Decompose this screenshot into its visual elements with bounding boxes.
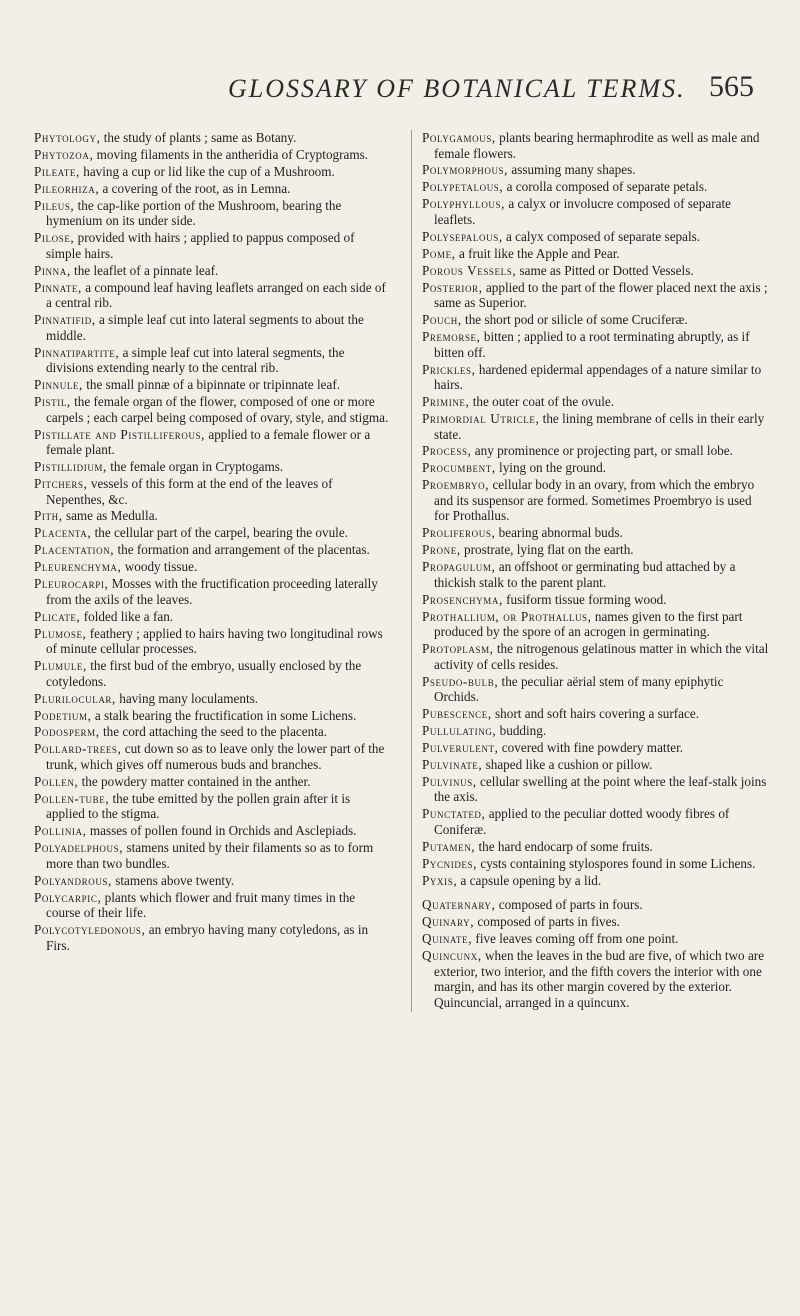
glossary-definition: the outer coat of the ovule. bbox=[472, 394, 615, 410]
glossary-term: Plicate, bbox=[34, 608, 81, 624]
glossary-term: Prickles, bbox=[422, 361, 476, 377]
glossary-definition: covered with fine powdery matter. bbox=[501, 740, 684, 755]
glossary-term: Plurilocular, bbox=[34, 690, 116, 706]
glossary-term: Prothallium, or Prothallus, bbox=[422, 608, 592, 624]
glossary-definition: the small pinnæ of a bipinnate or tripinnate leaf. bbox=[86, 377, 341, 393]
glossary-entry bbox=[422, 914, 770, 930]
glossary-entry bbox=[422, 706, 770, 722]
glossary-definition: plants which flower and fruit many times in the course of their life. bbox=[46, 889, 356, 921]
glossary-entry bbox=[34, 312, 390, 343]
glossary-definition: a simple leaf cut into lateral segments to about the middle. bbox=[46, 312, 364, 343]
glossary-entry bbox=[422, 931, 770, 947]
glossary-term: Posterior, bbox=[422, 279, 483, 295]
glossary-definition: a fruit like the Apple and Pear. bbox=[458, 245, 620, 261]
page-number: 565 bbox=[709, 70, 754, 103]
glossary-definition: the lining membrane of cells in their early state. bbox=[434, 410, 765, 442]
glossary-definition: an embryo having many cotyledons, as in Firs. bbox=[46, 922, 369, 953]
glossary-entry bbox=[34, 508, 390, 524]
glossary-entry bbox=[422, 559, 770, 590]
glossary-columns bbox=[34, 130, 770, 1012]
glossary-term: Phytology, bbox=[34, 130, 101, 145]
glossary-entry bbox=[422, 329, 770, 360]
glossary-term: Plumule, bbox=[34, 658, 87, 674]
glossary-term: Pollinia, bbox=[34, 823, 87, 839]
glossary-entry bbox=[422, 362, 770, 393]
left-column bbox=[34, 130, 390, 1012]
glossary-definition: the tube emitted by the pollen grain after it is applied to the stigma. bbox=[46, 790, 351, 822]
glossary-term: Quinate, bbox=[422, 931, 473, 947]
glossary-term: Quinary, bbox=[422, 914, 475, 930]
glossary-definition: prostrate, lying flat on the earth. bbox=[464, 542, 634, 558]
glossary-entry bbox=[422, 740, 770, 756]
glossary-term: Punctated, bbox=[422, 806, 486, 822]
glossary-term: Premorse, bbox=[422, 329, 481, 345]
glossary-term: Prosenchyma, bbox=[422, 591, 503, 607]
glossary-definition: shaped like a cushion or pillow. bbox=[485, 756, 653, 772]
glossary-entry bbox=[34, 791, 390, 822]
glossary-entry bbox=[422, 641, 770, 672]
glossary-definition: the female organ in Cryptogams. bbox=[110, 459, 284, 475]
glossary-definition: moving filaments in the antheridia of Cryptograms. bbox=[96, 146, 369, 162]
glossary-entry bbox=[34, 559, 390, 575]
glossary-definition: masses of pollen found in Orchids and Asclepiads. bbox=[89, 823, 357, 839]
glossary-term: Plumose, bbox=[34, 625, 87, 641]
glossary-entry bbox=[422, 592, 770, 608]
glossary-term: Porous Vessels, bbox=[422, 262, 517, 278]
glossary-entry bbox=[34, 741, 390, 772]
glossary-definition: composed of parts in fours. bbox=[498, 897, 643, 913]
glossary-term: Polyandrous, bbox=[34, 872, 112, 888]
glossary-entry bbox=[422, 897, 770, 913]
glossary-term: Protoplasm, bbox=[422, 641, 494, 657]
glossary-entry bbox=[34, 345, 390, 376]
glossary-definition: feathery ; applied to hairs having two longitudinal rows of minute cellular processes. bbox=[46, 625, 383, 657]
glossary-definition: cellular body in an ovary, from which the embryo and its suspensor are formed. Sometimes Proembryo is used for Prothallus. bbox=[434, 477, 755, 524]
glossary-entry bbox=[422, 246, 770, 262]
glossary-definition: the first bud of the embryo, usually enclosed by the cotyledons. bbox=[46, 658, 362, 689]
glossary-term: Pinnatifid, bbox=[34, 312, 96, 328]
glossary-entry bbox=[422, 674, 770, 705]
glossary-term: Pinnule, bbox=[34, 377, 83, 393]
glossary-term: Pouch, bbox=[422, 312, 462, 328]
glossary-entry bbox=[422, 263, 770, 279]
glossary-definition: names given to the first part produced by the spore of an acrogen in germinating. bbox=[434, 608, 743, 640]
glossary-term: Prone, bbox=[422, 542, 461, 558]
glossary-term: Placentation, bbox=[34, 542, 115, 558]
glossary-entry bbox=[34, 459, 390, 475]
glossary-entry bbox=[34, 691, 390, 707]
glossary-definition: same as Medulla. bbox=[65, 508, 158, 524]
glossary-definition: applied to the part of the flower placed next the axis ; same as Superior. bbox=[434, 279, 768, 311]
glossary-term: Pseudo-bulb, bbox=[422, 673, 499, 689]
glossary-term: Quaternary, bbox=[422, 897, 496, 913]
glossary-definition: a corolla composed of separate petals. bbox=[506, 179, 708, 195]
glossary-definition: the formation and arrangement of the placentas. bbox=[117, 542, 370, 558]
glossary-definition: bearing abnormal buds. bbox=[498, 525, 623, 541]
glossary-definition: applied to a female flower or a female plant. bbox=[46, 426, 371, 458]
glossary-definition: hardened epidermal appendages of a nature similar to hairs. bbox=[434, 361, 762, 393]
glossary-entry bbox=[422, 542, 770, 558]
glossary-entry bbox=[422, 229, 770, 245]
glossary-definition: a stalk bearing the fructification in some Lichens. bbox=[94, 707, 357, 723]
glossary-entry bbox=[422, 839, 770, 855]
glossary-definition: folded like a fan. bbox=[83, 608, 174, 624]
glossary-definition: a simple leaf cut into lateral segments, the divisions extending nearly to the central rib. bbox=[46, 344, 345, 376]
glossary-definition: cellular swelling at the point where the leaf-stalk joins the axis. bbox=[434, 773, 767, 805]
glossary-definition: an offshoot or germinating bud attached by a thickish stalk to the parent plant. bbox=[434, 559, 736, 590]
glossary-entry bbox=[34, 394, 390, 425]
glossary-term: Pileate, bbox=[34, 163, 80, 179]
glossary-definition: cut down so as to leave only the lower part of the trunk, which gives off numerous buds and branches. bbox=[46, 741, 385, 772]
glossary-definition: the cord attaching the seed to the placenta. bbox=[102, 724, 328, 740]
glossary-definition: plants bearing hermaphrodite as well as male and female flowers. bbox=[434, 130, 760, 161]
glossary-definition: the peculiar aërial stem of many epiphytic Orchids. bbox=[434, 673, 724, 705]
glossary-entry bbox=[422, 196, 770, 227]
glossary-term: Pilose, bbox=[34, 230, 75, 246]
glossary-definition: Mosses with the fructification proceeding laterally from the axils of the leaves. bbox=[46, 576, 378, 607]
glossary-definition: short and soft hairs covering a surface. bbox=[495, 706, 700, 722]
glossary-entry bbox=[34, 890, 390, 921]
glossary-definition: a covering of the root, as in Lemna. bbox=[102, 180, 291, 196]
glossary-entry bbox=[422, 609, 770, 640]
glossary-term: Pith, bbox=[34, 508, 63, 524]
glossary-definition: fusiform tissue forming wood. bbox=[506, 591, 667, 607]
glossary-definition: provided with hairs ; applied to pappus composed of simple hairs. bbox=[46, 230, 355, 261]
glossary-entry bbox=[34, 263, 390, 279]
glossary-entry bbox=[34, 922, 390, 953]
glossary-entry bbox=[422, 806, 770, 837]
glossary-definition: any prominence or projecting part, or small lobe. bbox=[474, 443, 733, 459]
glossary-term: Pileus, bbox=[34, 197, 75, 213]
glossary-entry bbox=[34, 609, 390, 625]
glossary-entry bbox=[422, 774, 770, 805]
glossary-definition: applied to the peculiar dotted woody fibres of Coniferæ. bbox=[434, 806, 730, 837]
glossary-entry bbox=[34, 164, 390, 180]
glossary-definition: a calyx or involucre composed of separate leaflets. bbox=[434, 196, 731, 227]
glossary-term: Polycotyledonous, bbox=[34, 922, 146, 938]
glossary-definition: bitten ; applied to a root terminating abruptly, as if bitten off. bbox=[434, 329, 750, 360]
glossary-term: Polysepalous, bbox=[422, 228, 503, 244]
glossary-term: Pinnate, bbox=[34, 279, 82, 295]
glossary-entry bbox=[422, 856, 770, 872]
glossary-entry bbox=[34, 774, 390, 790]
glossary-definition: the nitrogenous gelatinous matter in which the vital activity of cells resides. bbox=[434, 641, 769, 672]
glossary-definition: stamens above twenty. bbox=[115, 872, 235, 888]
glossary-definition: having a cup or lid like the cup of a Mushroom. bbox=[83, 163, 335, 179]
glossary-entry bbox=[34, 130, 390, 146]
glossary-term: Pome, bbox=[422, 245, 456, 261]
glossary-term: Quincunx, bbox=[422, 948, 482, 964]
glossary-entry bbox=[422, 130, 770, 161]
glossary-entry bbox=[34, 181, 390, 197]
glossary-term: Pulverulent, bbox=[422, 740, 499, 755]
glossary-entry bbox=[34, 198, 390, 229]
glossary-entry bbox=[34, 280, 390, 311]
glossary-term: Propagulum, bbox=[422, 559, 496, 575]
glossary-entry bbox=[34, 542, 390, 558]
glossary-entry bbox=[34, 427, 390, 458]
glossary-entry bbox=[34, 626, 390, 657]
glossary-definition: a capsule opening by a lid. bbox=[460, 872, 602, 888]
glossary-term: Pollen-tube, bbox=[34, 790, 110, 806]
glossary-term: Podosperm, bbox=[34, 724, 100, 740]
glossary-term: Pollen, bbox=[34, 773, 79, 789]
right-column bbox=[411, 130, 770, 1012]
glossary-entry bbox=[34, 525, 390, 541]
glossary-definition: the powdery matter contained in the anther. bbox=[81, 773, 311, 789]
glossary-entry bbox=[34, 377, 390, 393]
glossary-entry bbox=[34, 476, 390, 507]
glossary-definition: vessels of this form at the end of the leaves of Nepenthes, &c. bbox=[46, 475, 333, 507]
glossary-term: Pollard-trees, bbox=[34, 741, 122, 757]
glossary-definition: the short pod or silicle of some Cruciferæ. bbox=[465, 312, 688, 328]
glossary-entry bbox=[34, 230, 390, 261]
glossary-term: Pulvinate, bbox=[422, 756, 483, 772]
glossary-term: Proliferous, bbox=[422, 525, 496, 541]
glossary-entry bbox=[422, 411, 770, 442]
glossary-term: Polycarpic, bbox=[34, 889, 102, 905]
glossary-entry bbox=[422, 280, 770, 311]
glossary-term: Pleurocarpi, bbox=[34, 576, 109, 592]
glossary-definition: lying on the ground. bbox=[499, 460, 607, 476]
glossary-term: Phytozoa, bbox=[34, 146, 94, 162]
glossary-term: Process, bbox=[422, 443, 472, 459]
glossary-term: Polygamous, bbox=[422, 130, 496, 145]
glossary-entry bbox=[34, 576, 390, 607]
glossary-term: Polyadelphous, bbox=[34, 840, 124, 856]
glossary-definition: five leaves coming off from one point. bbox=[475, 931, 679, 947]
glossary-term: Pistillate and Pistilliferous, bbox=[34, 426, 206, 442]
glossary-entry bbox=[34, 823, 390, 839]
glossary-term: Polyphyllous, bbox=[422, 196, 506, 212]
glossary-entry bbox=[34, 873, 390, 889]
glossary-definition: the leaflet of a pinnate leaf. bbox=[74, 262, 219, 278]
glossary-definition: woody tissue. bbox=[124, 559, 198, 575]
glossary-entry bbox=[422, 948, 770, 1010]
glossary-term: Pleurenchyma, bbox=[34, 559, 122, 575]
glossary-entry bbox=[34, 724, 390, 740]
glossary-entry bbox=[422, 477, 770, 524]
glossary-entry bbox=[422, 873, 770, 889]
glossary-term: Pyxis, bbox=[422, 872, 458, 888]
glossary-term: Pulvinus, bbox=[422, 773, 477, 789]
glossary-entry bbox=[34, 658, 390, 689]
glossary-entry bbox=[422, 162, 770, 178]
glossary-term: Pubescence, bbox=[422, 706, 492, 722]
glossary-term: Placenta, bbox=[34, 525, 92, 541]
glossary-definition: cysts containing stylospores found in some Lichens. bbox=[480, 855, 756, 871]
glossary-definition: assuming many shapes. bbox=[511, 162, 636, 178]
glossary-term: Procumbent, bbox=[422, 460, 496, 476]
glossary-definition: having many loculaments. bbox=[119, 690, 259, 706]
glossary-definition: a compound leaf having leaflets arranged on each side of a central rib. bbox=[46, 279, 386, 311]
glossary-term: Pycnides, bbox=[422, 855, 478, 871]
running-title: GLOSSARY OF BOTANICAL TERMS. bbox=[228, 74, 686, 103]
glossary-entry bbox=[34, 708, 390, 724]
glossary-entry bbox=[422, 460, 770, 476]
glossary-entry bbox=[422, 179, 770, 195]
glossary-term: Polymorphous, bbox=[422, 162, 509, 178]
glossary-definition: a calyx composed of separate sepals. bbox=[506, 228, 701, 244]
glossary-entry bbox=[34, 840, 390, 871]
glossary-definition: stamens united by their filaments so as to form more than two bundles. bbox=[46, 840, 374, 871]
glossary-definition: the hard endocarp of some fruits. bbox=[478, 838, 653, 854]
glossary-entry bbox=[422, 757, 770, 773]
glossary-definition: same as Pitted or Dotted Vessels. bbox=[519, 262, 694, 278]
glossary-definition: the female organ of the flower, composed of one or more carpels ; each carpel being composed of ovary, style, and stigma. bbox=[46, 394, 389, 425]
glossary-term: Pitchers, bbox=[34, 475, 88, 491]
glossary-definition: the study of plants ; same as Botany. bbox=[103, 130, 297, 145]
glossary-definition: budding. bbox=[499, 723, 547, 739]
glossary-definition: when the leaves in the bud are five, of which two are exterior, two interior, and the fifth covers the interior with one margin, and has its other margin covered by the exterior. Quincuncial, arranged in a quincunx. bbox=[434, 948, 765, 1010]
glossary-definition: the cap-like portion of the Mushroom, bearing the hymenium on its under side. bbox=[46, 197, 342, 229]
glossary-entry bbox=[422, 525, 770, 541]
glossary-term: Polypetalous, bbox=[422, 179, 504, 195]
glossary-definition: the cellular part of the carpel, bearing the ovule. bbox=[94, 525, 348, 541]
glossary-entry bbox=[34, 147, 390, 163]
glossary-term: Pistil, bbox=[34, 394, 71, 410]
glossary-entry bbox=[422, 723, 770, 739]
glossary-term: Pinnatipartite, bbox=[34, 344, 120, 360]
glossary-term: Pullulating, bbox=[422, 723, 497, 739]
glossary-term: Pistillidium, bbox=[34, 459, 107, 475]
glossary-term: Pileorhiza, bbox=[34, 180, 100, 196]
glossary-term: Pinna, bbox=[34, 262, 71, 278]
glossary-term: Proembryo, bbox=[422, 477, 490, 493]
glossary-term: Putamen, bbox=[422, 838, 476, 854]
glossary-term: Podetium, bbox=[34, 707, 92, 723]
glossary-entry bbox=[422, 443, 770, 459]
glossary-entry bbox=[422, 312, 770, 328]
glossary-term: Primordial Utricle, bbox=[422, 410, 540, 426]
glossary-definition: composed of parts in fives. bbox=[477, 914, 620, 930]
glossary-term: Primine, bbox=[422, 394, 470, 410]
page-header bbox=[0, 70, 800, 114]
glossary-entry bbox=[422, 394, 770, 410]
